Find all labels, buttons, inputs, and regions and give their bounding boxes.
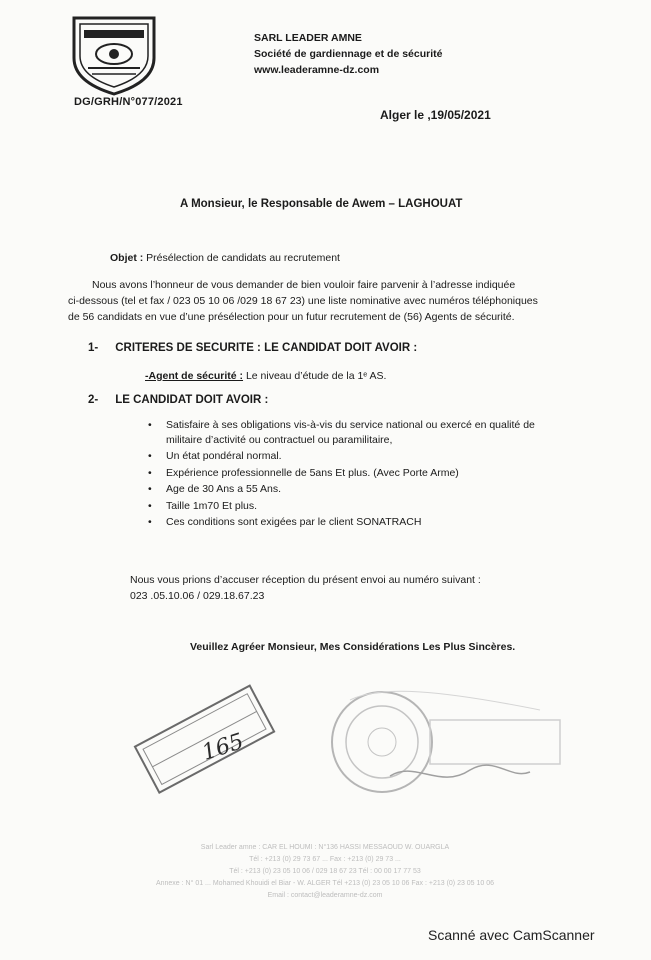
company-description: Société de gardiennage et de sécurité	[254, 48, 443, 60]
reception-phone: 023 .05.10.06 / 029.18.67.23	[130, 590, 265, 602]
intro-line: de 56 candidats en vue d’une présélection pour un futur recrutement de (56) Agents de sécurité.	[68, 311, 515, 323]
reception-request	[130, 572, 481, 604]
section-2-heading	[88, 394, 268, 406]
agent-requirement	[145, 370, 386, 382]
footer-line: Email : contact@leaderamne-dz.com	[267, 892, 383, 899]
intro-line: ci-dessous (tel et fax / 023 05 10 06 /029 18 67 23) une liste nominative avec numéros téléphoniques	[68, 295, 538, 307]
list-item: • Ces conditions sont exigées par le client SONATRACH	[146, 515, 546, 530]
footer-line: Sarl Leader amne : CAR EL HOUMI : N°136 HASSI MESSAOUD W. OUARGLA	[200, 844, 450, 851]
reference-number: DG/GRH/N°077/2021	[74, 96, 183, 108]
handwritten-number: 165	[199, 729, 247, 766]
received-stamp	[130, 675, 280, 805]
list-item: • Age de 30 Ans a 55 Ans.	[146, 482, 546, 497]
company-name: SARL LEADER AMNE	[254, 32, 362, 44]
letter-footer	[110, 842, 540, 902]
addressee: A Monsieur, le Responsable de Awem – LAGHOUAT	[180, 198, 463, 210]
section-1-heading	[88, 342, 417, 354]
list-item: • Expérience professionnelle de 5ans Et plus. (Avec Porte Arme)	[146, 466, 546, 481]
agent-label: -Agent de sécurité :	[145, 370, 244, 382]
subject-line	[110, 252, 340, 264]
list-item: • Taille 1m70 Et plus.	[146, 499, 546, 514]
footer-line: Annexe : N° 01 ... Mohamed Khouidi el Biar - W. ALGER Tél +213 (0) 23 05 10 06 Fax : +213 (0) 23 05 10 06	[155, 880, 495, 887]
company-info	[254, 30, 442, 78]
subject-label: Objet :	[110, 252, 144, 264]
section-title: LE CANDIDAT DOIT AVOIR :	[115, 394, 269, 406]
letter-date: Alger le ,19/05/2021	[380, 108, 491, 122]
company-logo	[68, 12, 160, 98]
section-number: 2-	[88, 394, 99, 406]
scanner-watermark: Scanné avec CamScanner	[428, 927, 595, 943]
subject-text: Présélection de candidats au recrutement	[146, 252, 340, 264]
list-item: • Satisfaire à ses obligations vis-à-vis du service national ou exercé en qualité de militaire d’activité ou contractuel ou paramilitaire,	[146, 418, 546, 447]
reception-line: Nous vous prions d’accuser réception du présent envoi au numéro suivant :	[130, 574, 481, 586]
footer-line: Tél : +213 (0) 23 05 10 06 / 029 18 67 23 Tél : 00 00 17 77 53	[229, 868, 421, 875]
footer-line: Tél : +213 (0) 29 73 67 ... Fax : +213 (0) 29 73 ...	[249, 856, 401, 863]
requirements-list	[146, 418, 546, 532]
intro-paragraph	[68, 277, 538, 325]
closing-formula: Veuillez Agréer Monsieur, Mes Considérations Les Plus Sincères.	[190, 641, 516, 653]
intro-line: Nous avons l’honneur de vous demander de bien vouloir faire parvenir à l’adresse indiquée	[92, 279, 516, 291]
section-number: 1-	[88, 342, 99, 354]
list-item: • Un état pondéral normal.	[146, 449, 546, 464]
agent-text: Le niveau d’étude de la 1ᵉ AS.	[245, 370, 387, 382]
company-website: www.leaderamne-dz.com	[254, 64, 380, 76]
company-stamp	[320, 680, 570, 810]
section-title: CRITERES DE SECURITE : LE CANDIDAT DOIT AVOIR :	[115, 342, 418, 354]
